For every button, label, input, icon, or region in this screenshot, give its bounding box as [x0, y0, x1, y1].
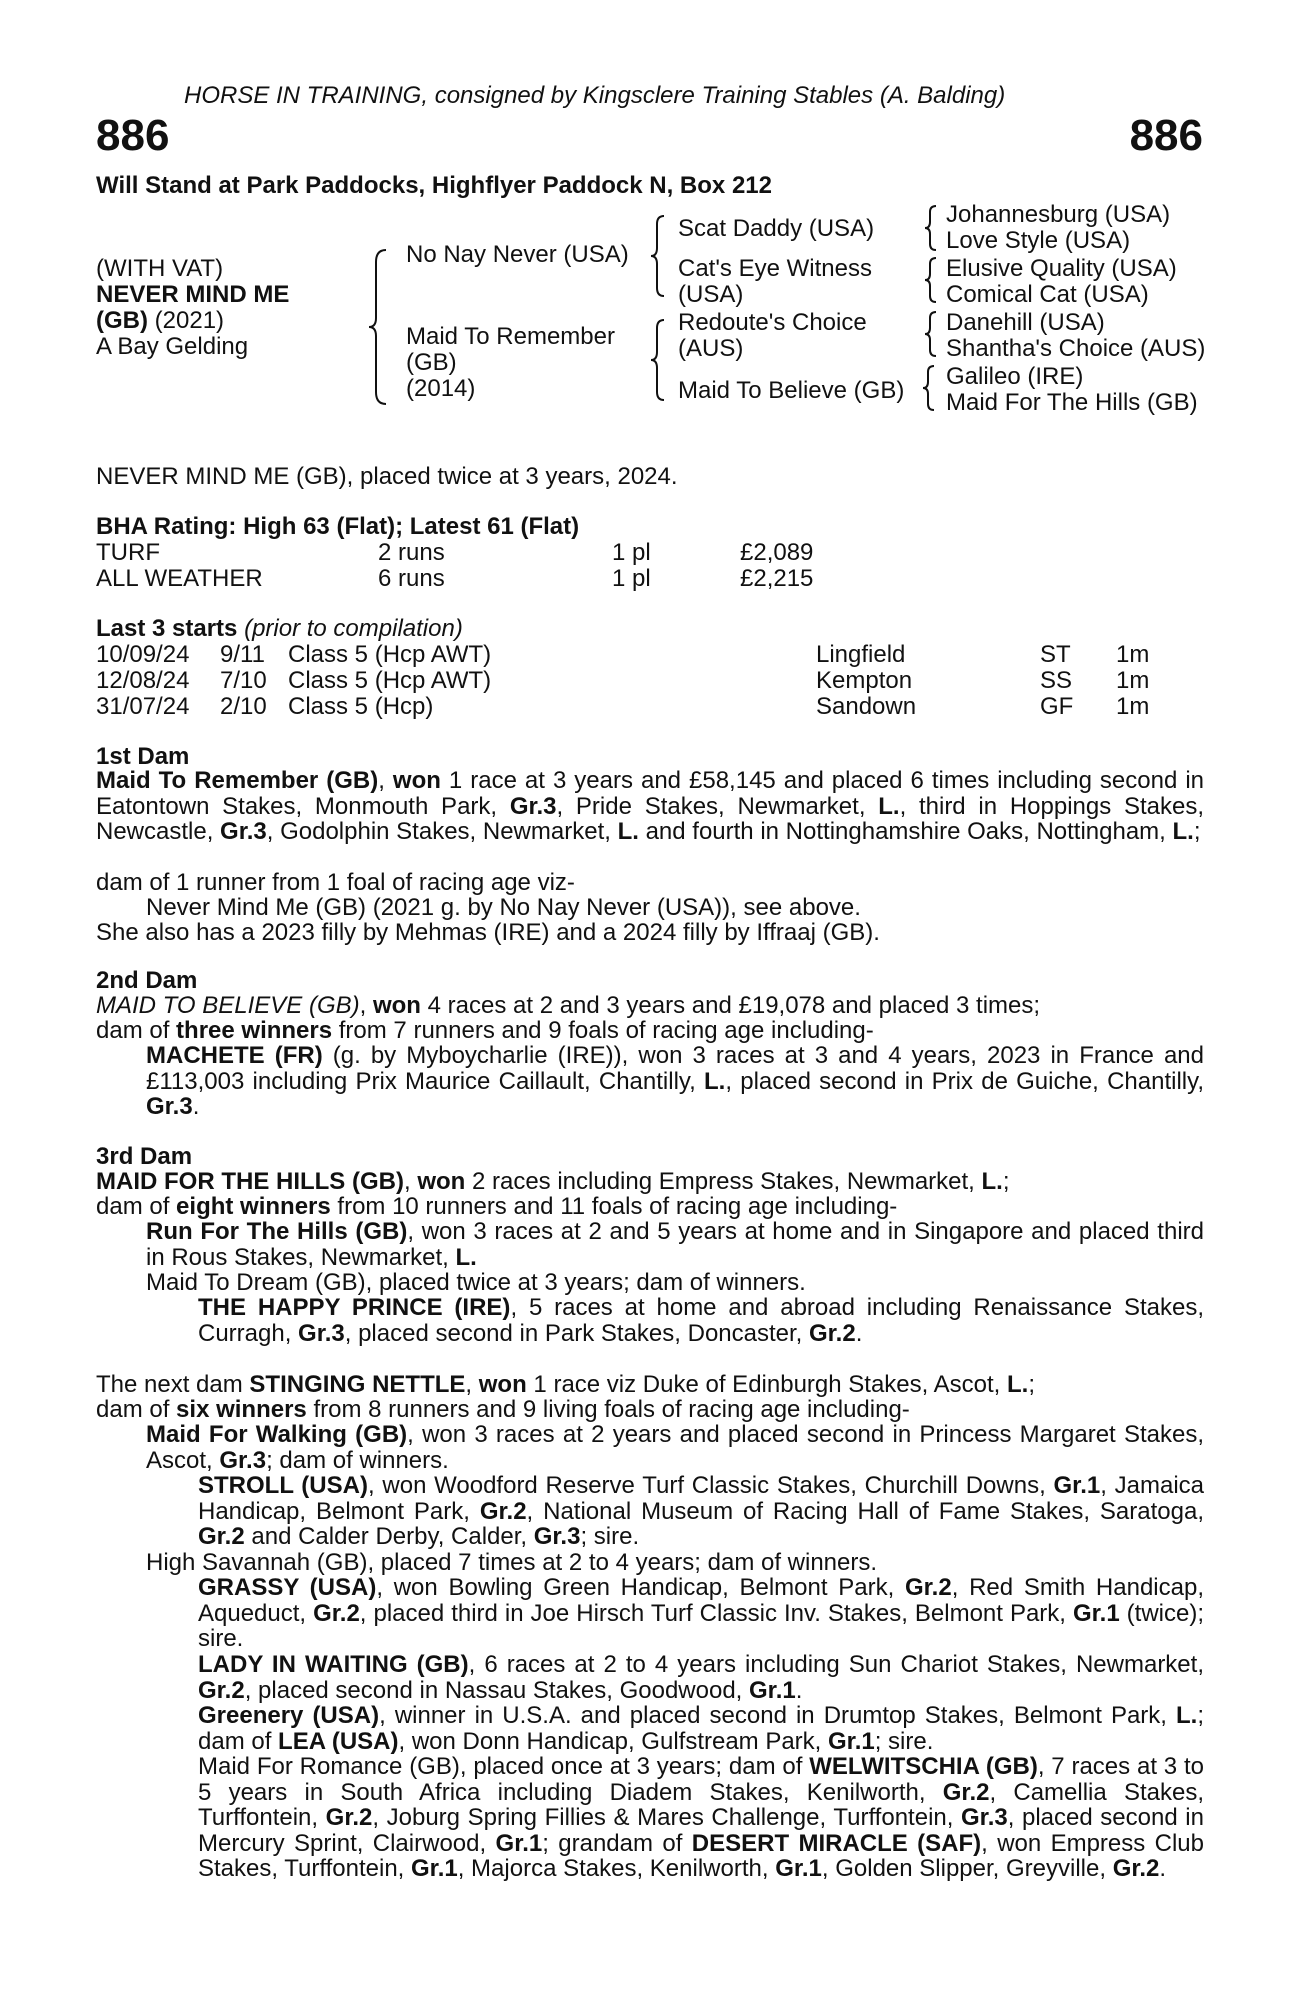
progeny-name: STROLL (USA) — [198, 1472, 368, 1499]
dam3-dam-of — [96, 1194, 897, 1220]
progeny-text: (twice); sire. — [198, 1599, 1205, 1652]
dam2-name: MAID TO BELIEVE (GB) — [96, 992, 360, 1019]
pedigree-ggp-7: Galileo (IRE) — [946, 363, 1084, 390]
start-position: 2/10 — [220, 693, 267, 720]
progeny-text: , won Bowling Green Handicap, Belmont Park, — [376, 1574, 905, 1601]
dam3-text: 2 races including Empress Stakes, Newmarket, — [465, 1168, 982, 1195]
dam1-name: Maid To Remember (GB) — [96, 767, 379, 794]
progeny-name: Maid For Walking (GB) — [146, 1421, 408, 1448]
start-race: Class 5 (Hcp AWT) — [288, 667, 492, 694]
progeny-text: , Joburg Spring Fillies & Mares Challenge, Turffontein, — [372, 1804, 962, 1831]
listed-label: L. — [1172, 818, 1194, 845]
pedigree-dam-line1: Maid To Remember — [406, 323, 615, 350]
horse-description: A Bay Gelding — [96, 333, 249, 360]
progeny-text: ; dam of winners. — [266, 1446, 449, 1474]
pedigree-brace-gg2 — [922, 256, 940, 304]
pedigree-sire-dam-line2: (USA) — [678, 281, 744, 308]
pedigree-brace-gg1 — [922, 204, 940, 252]
progeny-text: , won Empress Club Stakes, Turffontein, — [198, 1829, 1205, 1882]
next-dam-dam-of — [96, 1397, 910, 1423]
vat-note: (WITH VAT) — [96, 255, 224, 282]
lot-number-left: 886 — [96, 111, 170, 160]
dam1-won: won — [392, 767, 441, 794]
dam1-text: , Godolphin Stakes, Newmarket, — [266, 818, 618, 845]
start-race: Class 5 (Hcp AWT) — [288, 641, 492, 668]
next-dam-record: The next dam STINGING NETTLE, won 1 race viz Duke of Edinburgh Stakes, Ascot, L.; — [96, 1371, 1036, 1398]
grade-label: Gr.3 — [298, 1319, 345, 1347]
grade-label: Gr.1 — [1053, 1472, 1101, 1499]
grade-label: Gr.1 — [775, 1855, 822, 1882]
rating-surface: ALL WEATHER — [96, 565, 263, 592]
next-dam-won: won — [478, 1371, 527, 1398]
horse-origin: (GB) — [96, 307, 148, 334]
dam3-text: from 10 runners and 11 foals of racing age including- — [330, 1193, 898, 1220]
progeny-text: , 7 races at 3 to 5 years in South Africa including Diadem Stakes, Kenilworth, — [198, 1753, 1204, 1806]
progeny-name: Run For The Hills (GB) — [146, 1218, 408, 1245]
pedigree-dam-dam: Maid To Believe (GB) — [678, 377, 905, 404]
dam3-heading: 3rd Dam — [96, 1143, 193, 1170]
pedigree-dam-sire-line1: Redoute's Choice — [678, 309, 867, 336]
pedigree-brace-gg3 — [922, 310, 940, 358]
dam2-heading: 2nd Dam — [96, 967, 198, 994]
last-starts-title: Last 3 starts — [96, 615, 238, 642]
grade-label: Gr.1 — [411, 1855, 458, 1882]
dam1-progeny: Never Mind Me (GB) (2021 g. by No Nay Never (USA)), see above. — [146, 894, 861, 921]
pedigree-ggp-4: Comical Cat (USA) — [946, 281, 1149, 308]
start-course: Kempton — [816, 667, 913, 694]
progeny-text: and Calder Derby, Calder, — [244, 1523, 534, 1550]
next-dam-progeny-7 — [198, 1754, 1204, 1882]
dam2-won: won — [372, 992, 421, 1019]
start-date: 12/08/24 — [96, 667, 190, 694]
next-dam-name: STINGING NETTLE — [249, 1371, 466, 1398]
progeny-text: . — [795, 1676, 803, 1704]
start-going: ST — [1040, 641, 1071, 668]
dam1-text: and fourth in Nottinghamshire Oaks, Nottingham, — [638, 818, 1173, 845]
progeny-text: , winner in U.S.A. and placed second in Drumtop Stakes, Belmont Park, — [379, 1702, 1176, 1729]
dam3-progeny-3 — [198, 1295, 1204, 1346]
progeny-text: , placed second in Prix de Guiche, Chantilly, — [725, 1067, 1204, 1095]
progeny-name: MACHETE (FR) — [146, 1042, 323, 1069]
dam1-record: Maid To Remember (GB), won 1 race at 3 years and £58,145 and placed 6 times including second in Eatontown Stakes, Monmouth Park, Gr.3, Pride Stakes, Newmarket, L., third in Hoppings Stakes, Newcastle, Gr.3, Godolphin Stakes, Newmarket, L. and fourth in Nottinghamshire Oaks, Nottingham, L.; — [96, 767, 1204, 845]
start-position: 9/11 — [220, 641, 265, 668]
dam1-foals: She also has a 2023 filly by Mehmas (IRE) and a 2024 filly by Iffraaj (GB). — [96, 919, 880, 946]
start-date: 10/09/24 — [96, 641, 190, 668]
grade-label: Gr.2 — [198, 1676, 245, 1704]
grade-label: Gr.2 — [809, 1319, 856, 1347]
pedigree-dam-line3: (2014) — [406, 375, 476, 402]
rating-surface: TURF — [96, 539, 160, 566]
pedigree-ggp-5: Danehill (USA) — [946, 309, 1105, 336]
progeny-name: WELWITSCHIA (GB) — [809, 1753, 1038, 1780]
dam3-record: MAID FOR THE HILLS (GB), won 2 races including Empress Stakes, Newmarket, L.; — [96, 1168, 1010, 1195]
progeny-text: , won Donn Handicap, Gulfstream Park, — [398, 1727, 829, 1755]
progeny-text: , placed third in Joe Hirsch Turf Classic Inv. Stakes, Belmont Park, — [359, 1599, 1073, 1627]
listed-label: L. — [981, 1168, 1003, 1195]
listed-label: L. — [617, 818, 639, 845]
pedigree-ggp-6: Shantha's Choice (AUS) — [946, 335, 1206, 362]
pedigree-sire: No Nay Never (USA) — [406, 241, 629, 268]
dam2-text: dam of — [96, 1017, 177, 1044]
dam1-text: ; — [1193, 818, 1201, 845]
winners-count: three winners — [176, 1017, 333, 1044]
race-summary: NEVER MIND ME (GB), placed twice at 3 years, 2024. — [96, 463, 678, 490]
listed-label: L. — [1007, 1371, 1029, 1398]
progeny-text: , Camellia Stakes, Turffontein, — [198, 1778, 1205, 1831]
progeny-name: THE HAPPY PRINCE (IRE) — [198, 1294, 511, 1321]
progeny-text: , won 3 races at 2 and 5 years at home and in Singapore and placed third in Rous Stakes, Newmarket, — [146, 1218, 1204, 1271]
grade-label: Gr.2 — [1112, 1855, 1160, 1882]
progeny-text: . — [855, 1319, 863, 1347]
next-dam-progeny-2 — [198, 1473, 1204, 1550]
progeny-text: , Golden Slipper, Greyville, — [821, 1855, 1113, 1882]
grade-label: Gr.1 — [749, 1676, 796, 1704]
start-distance: 1m — [1116, 693, 1150, 720]
start-race: Class 5 (Hcp) — [288, 693, 434, 720]
start-course: Lingfield — [816, 641, 906, 668]
progeny-text: , placed second in Park Stakes, Doncaster, — [344, 1319, 809, 1347]
pedigree-sire-dam-line1: Cat's Eye Witness — [678, 255, 872, 282]
grade-label: Gr.3 — [220, 818, 267, 845]
progeny-name: LADY IN WAITING (GB) — [198, 1651, 469, 1678]
dam1-heading: 1st Dam — [96, 743, 190, 770]
rating-earnings: £2,215 — [740, 565, 814, 592]
grade-label: Gr.3 — [961, 1804, 1008, 1831]
progeny-text: , Jamaica Handicap, Belmont Park, — [198, 1472, 1205, 1525]
start-distance: 1m — [1116, 667, 1150, 694]
dam1-dam-of: dam of 1 runner from 1 foal of racing age viz- — [96, 869, 575, 896]
grade-label: Gr.3 — [509, 792, 557, 820]
start-position: 7/10 — [220, 667, 267, 694]
next-dam-progeny-5 — [198, 1652, 1204, 1703]
dam3-text: ; — [1002, 1168, 1010, 1195]
next-dam-text: ; — [1028, 1371, 1036, 1398]
grade-label: Gr.2 — [198, 1523, 245, 1550]
dam2-dam-of — [96, 1018, 874, 1044]
listed-label: L. — [704, 1067, 726, 1095]
consignment-line: HORSE IN TRAINING, consigned by Kingsclere Training Stables (A. Balding) — [184, 82, 1006, 109]
pedigree-ggp-3: Elusive Quality (USA) — [946, 255, 1177, 282]
dam2-record: MAID TO BELIEVE (GB), won 4 races at 2 and 3 years and £19,078 and placed 3 times; — [96, 992, 1041, 1019]
pedigree-ggp-1: Johannesburg (USA) — [946, 201, 1171, 228]
start-date: 31/07/24 — [96, 693, 190, 720]
grade-label: Gr.3 — [146, 1093, 193, 1120]
dam2-progeny-1 — [146, 1043, 1204, 1120]
grade-label: Gr.1 — [828, 1727, 875, 1755]
horse-origin-year — [96, 308, 224, 334]
pedigree-brace-main — [366, 248, 390, 406]
dam2-text: from 7 runners and 9 foals of racing age including- — [332, 1017, 874, 1044]
grade-label: Gr.2 — [325, 1804, 373, 1831]
dam3-won: won — [417, 1168, 466, 1195]
start-going: SS — [1040, 667, 1073, 694]
last-starts-heading — [96, 616, 463, 642]
rating-placed: 1 pl — [612, 565, 651, 592]
winners-count: six winners — [176, 1396, 307, 1423]
progeny-text: . — [1159, 1855, 1167, 1882]
grade-label: Gr.2 — [313, 1599, 360, 1627]
next-dam-progeny-4 — [198, 1575, 1204, 1652]
pedigree-brace-sire — [648, 214, 668, 298]
progeny-text: , Majorca Stakes, Kenilworth, — [457, 1855, 776, 1882]
progeny-text: , placed second in Mercury Sprint, Clairwood, — [198, 1804, 1204, 1857]
horse-year: (2021) — [154, 307, 225, 334]
progeny-text: ; dam of — [198, 1702, 1204, 1755]
progeny-text: ; sire. — [874, 1727, 934, 1755]
rating-runs: 2 runs — [378, 539, 445, 566]
dam3-progeny-1 — [146, 1219, 1204, 1270]
dam3-name: MAID FOR THE HILLS (GB) — [96, 1168, 404, 1195]
dam3-progeny-2: Maid To Dream (GB), placed twice at 3 years; dam of winners. — [146, 1269, 806, 1296]
winners-count: eight winners — [176, 1193, 331, 1220]
grade-label: Gr.2 — [942, 1778, 990, 1806]
dam1-text: , third in Hoppings Stakes, Newcastle, — [96, 792, 1204, 845]
dam3-text: dam of — [96, 1193, 177, 1220]
listed-label: L. — [878, 792, 900, 820]
progeny-text: , 5 races at home and abroad including Renaissance Stakes, Curragh, — [198, 1294, 1204, 1347]
grade-label: Gr.2 — [479, 1497, 527, 1525]
horse-name: NEVER MIND ME — [96, 281, 290, 308]
next-dam-progeny-6 — [198, 1703, 1204, 1754]
progeny-text: , won 3 races at 2 years and placed second in Princess Margaret Stakes, Ascot, — [146, 1421, 1204, 1474]
next-dam-text: 1 race viz Duke of Edinburgh Stakes, Ascot, — [526, 1371, 1008, 1398]
progeny-text: (g. by Myboycharlie (IRE)), won 3 races at 3 and 4 years, 2023 in France and £113,003 including Prix Maurice Caillault, Chantilly, — [146, 1042, 1205, 1095]
pedigree-sire-sire: Scat Daddy (USA) — [678, 215, 875, 242]
rating-earnings: £2,089 — [740, 539, 814, 566]
next-dam-progeny-1 — [146, 1422, 1204, 1473]
lot-number-right: 886 — [1129, 111, 1203, 160]
bha-rating-title: BHA Rating: High 63 (Flat); Latest 61 (Flat) — [96, 513, 580, 540]
listed-label: L. — [455, 1243, 477, 1271]
progeny-name: LEA (USA) — [278, 1727, 399, 1755]
progeny-text: , Red Smith Handicap, Aqueduct, — [198, 1574, 1205, 1627]
pedigree-ggp-2: Love Style (USA) — [946, 227, 1131, 254]
rating-runs: 6 runs — [378, 565, 445, 592]
start-distance: 1m — [1116, 641, 1150, 668]
next-dam-text: from 8 runners and 9 living foals of racing age including- — [306, 1396, 910, 1423]
next-dam-text: dam of — [96, 1396, 177, 1423]
progeny-name: Greenery (USA) — [198, 1702, 380, 1729]
next-dam-progeny-3: High Savannah (GB), placed 7 times at 2 to 4 years; dam of winners. — [146, 1549, 878, 1576]
rating-placed: 1 pl — [612, 539, 651, 566]
pedigree-dam-sire-line2: (AUS) — [678, 335, 744, 362]
pedigree-brace-dam — [648, 318, 668, 402]
grade-label: Gr.1 — [495, 1829, 543, 1857]
pedigree-brace-gg4 — [920, 364, 938, 412]
start-going: GF — [1040, 693, 1074, 720]
progeny-text: , won Woodford Reserve Turf Classic Stakes, Churchill Downs, — [367, 1472, 1054, 1499]
progeny-text: . — [192, 1093, 200, 1120]
start-course: Sandown — [816, 693, 917, 720]
progeny-text: ; grandam of — [542, 1829, 692, 1857]
dam2-text: 4 races at 2 and 3 years and £19,078 and placed 3 times; — [420, 992, 1041, 1019]
next-dam-text: The next dam — [96, 1371, 250, 1398]
grade-label: Gr.1 — [1072, 1599, 1120, 1627]
progeny-name: DESERT MIRACLE (SAF) — [691, 1829, 982, 1857]
dam1-text: 1 race at 3 years and £58,145 and placed 6 times including second in Eatontown Stakes, Monmouth Park, — [96, 767, 1204, 820]
dam1-text: , Pride Stakes, Newmarket, — [556, 792, 879, 820]
progeny-text: , National Museum of Racing Hall of Fame Stakes, Saratoga, — [526, 1497, 1204, 1525]
progeny-text: , 6 races at 2 to 4 years including Sun Chariot Stakes, Newmarket, — [468, 1651, 1204, 1678]
listed-label: L. — [1176, 1702, 1198, 1729]
pedigree-ggp-8: Maid For The Hills (GB) — [946, 389, 1198, 416]
progeny-text: ; sire. — [580, 1523, 640, 1550]
grade-label: Gr.3 — [219, 1446, 267, 1474]
last-starts-note: (prior to compilation) — [244, 615, 463, 642]
stand-location: Will Stand at Park Paddocks, Highflyer Paddock N, Box 212 — [96, 172, 772, 199]
progeny-text: , placed second in Nassau Stakes, Goodwood, — [244, 1676, 750, 1704]
progeny-name: GRASSY (USA) — [198, 1574, 377, 1601]
pedigree-dam-line2: (GB) — [406, 349, 457, 376]
progeny-text: Maid For Romance (GB), placed once at 3 years; dam of — [198, 1753, 810, 1780]
grade-label: Gr.3 — [533, 1523, 581, 1550]
grade-label: Gr.2 — [905, 1574, 952, 1601]
